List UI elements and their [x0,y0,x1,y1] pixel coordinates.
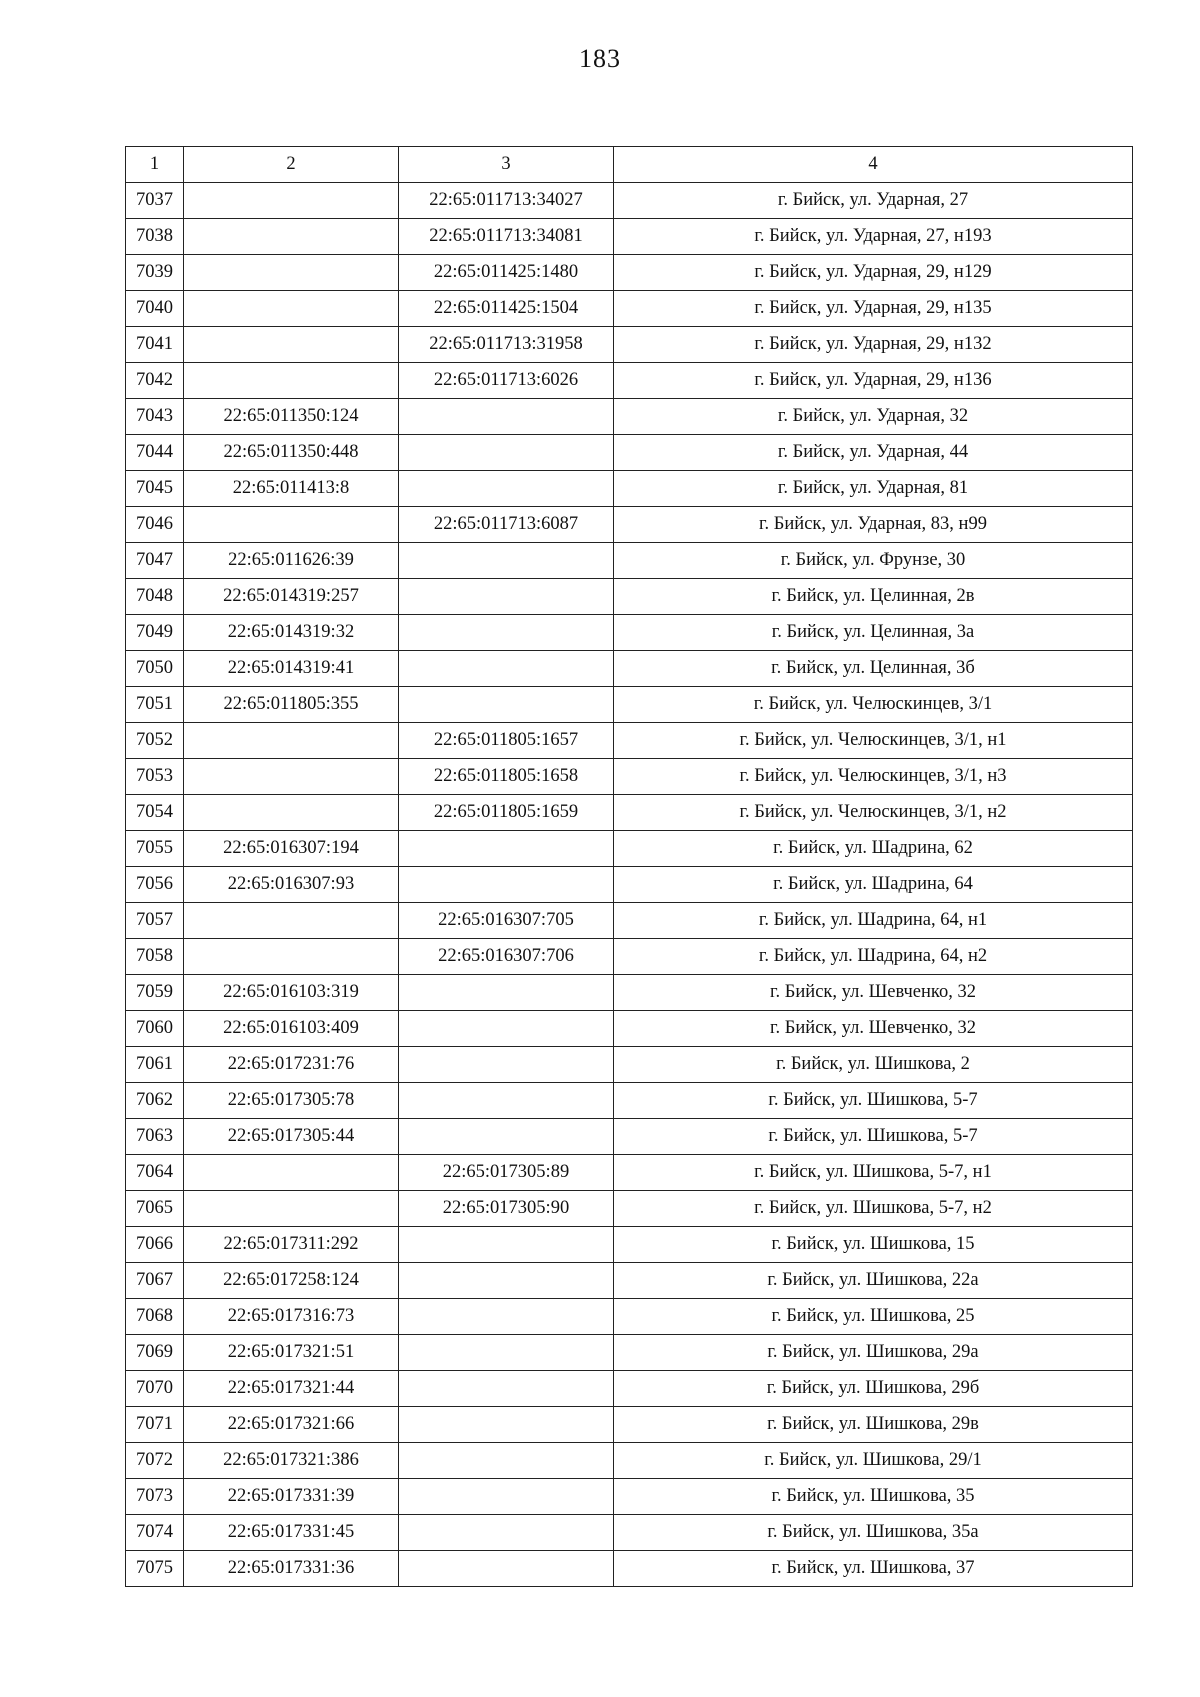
address-cell: г. Бийск, ул. Челюскинцев, 3/1, н1 [614,723,1133,759]
premises-cadastral-number-cell [399,1515,614,1551]
header-col-4: 4 [614,147,1133,183]
table-row [126,795,1133,831]
address-cell: г. Бийск, ул. Ударная, 32 [614,399,1133,435]
cadastral-number-cell [184,327,399,363]
row-number-cell: 7058 [126,939,184,975]
cadastral-number-cell [184,507,399,543]
cadastral-number-cell: 22:65:017305:78 [184,1083,399,1119]
premises-cadastral-number-cell [399,1083,614,1119]
table-row [126,903,1133,939]
table-row [126,291,1133,327]
table-row [126,255,1133,291]
cadastral-number-cell [184,183,399,219]
premises-cadastral-number-cell [399,1479,614,1515]
cadastral-number-cell [184,291,399,327]
cadastral-number-cell: 22:65:016307:194 [184,831,399,867]
premises-cadastral-number-cell [399,543,614,579]
premises-cadastral-number-cell: 22:65:011425:1504 [399,291,614,327]
premises-cadastral-number-cell: 22:65:011805:1657 [399,723,614,759]
premises-cadastral-number-cell [399,1407,614,1443]
table-row [126,1263,1133,1299]
row-number-cell: 7061 [126,1047,184,1083]
cadastral-number-cell [184,1191,399,1227]
row-number-cell: 7041 [126,327,184,363]
premises-cadastral-number-cell: 22:65:016307:706 [399,939,614,975]
address-cell: г. Бийск, ул. Шишкова, 29а [614,1335,1133,1371]
row-number-cell: 7054 [126,795,184,831]
address-cell: г. Бийск, ул. Шадрина, 64 [614,867,1133,903]
premises-cadastral-number-cell [399,1299,614,1335]
table-row [126,435,1133,471]
premises-cadastral-number-cell: 22:65:017305:90 [399,1191,614,1227]
register-table [125,146,1133,1587]
address-cell: г. Бийск, ул. Шадрина, 64, н2 [614,939,1133,975]
address-cell: г. Бийск, ул. Ударная, 29, н135 [614,291,1133,327]
address-cell: г. Бийск, ул. Челюскинцев, 3/1, н2 [614,795,1133,831]
cadastral-number-cell [184,903,399,939]
address-cell: г. Бийск, ул. Ударная, 83, н99 [614,507,1133,543]
table-row [126,579,1133,615]
table-row [126,1191,1133,1227]
cadastral-number-cell: 22:65:017305:44 [184,1119,399,1155]
address-cell: г. Бийск, ул. Челюскинцев, 3/1, н3 [614,759,1133,795]
premises-cadastral-number-cell [399,831,614,867]
table-row [126,1335,1133,1371]
row-number-cell: 7039 [126,255,184,291]
row-number-cell: 7075 [126,1551,184,1587]
cadastral-number-cell: 22:65:014319:257 [184,579,399,615]
premises-cadastral-number-cell [399,651,614,687]
header-col-2: 2 [184,147,399,183]
row-number-cell: 7051 [126,687,184,723]
row-number-cell: 7070 [126,1371,184,1407]
table-row [126,1119,1133,1155]
header-col-3: 3 [399,147,614,183]
address-cell: г. Бийск, ул. Шишкова, 29/1 [614,1443,1133,1479]
row-number-cell: 7044 [126,435,184,471]
premises-cadastral-number-cell [399,399,614,435]
premises-cadastral-number-cell [399,1227,614,1263]
table-row [126,723,1133,759]
row-number-cell: 7065 [126,1191,184,1227]
address-cell: г. Бийск, ул. Шишкова, 5-7 [614,1119,1133,1155]
row-number-cell: 7068 [126,1299,184,1335]
address-cell: г. Бийск, ул. Целинная, 3б [614,651,1133,687]
address-cell: г. Бийск, ул. Шишкова, 29б [614,1371,1133,1407]
row-number-cell: 7071 [126,1407,184,1443]
premises-cadastral-number-cell [399,975,614,1011]
premises-cadastral-number-cell [399,579,614,615]
table-row [126,1011,1133,1047]
premises-cadastral-number-cell: 22:65:011425:1480 [399,255,614,291]
premises-cadastral-number-cell [399,1119,614,1155]
cadastral-number-cell [184,723,399,759]
table-row [126,939,1133,975]
cadastral-number-cell: 22:65:014319:41 [184,651,399,687]
row-number-cell: 7066 [126,1227,184,1263]
cadastral-number-cell [184,795,399,831]
cadastral-number-cell: 22:65:017321:44 [184,1371,399,1407]
cadastral-number-cell: 22:65:017231:76 [184,1047,399,1083]
row-number-cell: 7062 [126,1083,184,1119]
address-cell: г. Бийск, ул. Ударная, 44 [614,435,1133,471]
header-row [126,147,1133,183]
address-cell: г. Бийск, ул. Ударная, 81 [614,471,1133,507]
row-number-cell: 7038 [126,219,184,255]
address-cell: г. Бийск, ул. Шишкова, 35а [614,1515,1133,1551]
address-cell: г. Бийск, ул. Шевченко, 32 [614,1011,1133,1047]
row-number-cell: 7056 [126,867,184,903]
premises-cadastral-number-cell [399,1371,614,1407]
table-row [126,399,1133,435]
premises-cadastral-number-cell [399,687,614,723]
cadastral-number-cell: 22:65:017321:51 [184,1335,399,1371]
row-number-cell: 7042 [126,363,184,399]
table-row [126,543,1133,579]
row-number-cell: 7046 [126,507,184,543]
premises-cadastral-number-cell [399,435,614,471]
address-cell: г. Бийск, ул. Шишкова, 35 [614,1479,1133,1515]
row-number-cell: 7063 [126,1119,184,1155]
row-number-cell: 7048 [126,579,184,615]
table-row [126,219,1133,255]
table-row [126,831,1133,867]
row-number-cell: 7050 [126,651,184,687]
premises-cadastral-number-cell: 22:65:011805:1659 [399,795,614,831]
cadastral-number-cell: 22:65:011805:355 [184,687,399,723]
cadastral-number-cell [184,759,399,795]
address-cell: г. Бийск, ул. Челюскинцев, 3/1 [614,687,1133,723]
premises-cadastral-number-cell [399,471,614,507]
premises-cadastral-number-cell [399,1011,614,1047]
row-number-cell: 7057 [126,903,184,939]
address-cell: г. Бийск, ул. Шишкова, 2 [614,1047,1133,1083]
row-number-cell: 7067 [126,1263,184,1299]
cadastral-number-cell: 22:65:011350:448 [184,435,399,471]
row-number-cell: 7059 [126,975,184,1011]
premises-cadastral-number-cell [399,1443,614,1479]
row-number-cell: 7053 [126,759,184,795]
cadastral-number-cell: 22:65:011350:124 [184,399,399,435]
premises-cadastral-number-cell: 22:65:011713:34027 [399,183,614,219]
table-row [126,1371,1133,1407]
table-row [126,363,1133,399]
header-col-1: 1 [126,147,184,183]
cadastral-number-cell: 22:65:016103:409 [184,1011,399,1047]
table-row [126,1083,1133,1119]
address-cell: г. Бийск, ул. Шишкова, 37 [614,1551,1133,1587]
premises-cadastral-number-cell: 22:65:011713:6026 [399,363,614,399]
address-cell: г. Бийск, ул. Целинная, 2в [614,579,1133,615]
cadastral-number-cell: 22:65:014319:32 [184,615,399,651]
table-row [126,1227,1133,1263]
table-row [126,1551,1133,1587]
address-cell: г. Бийск, ул. Шевченко, 32 [614,975,1133,1011]
row-number-cell: 7055 [126,831,184,867]
row-number-cell: 7060 [126,1011,184,1047]
row-number-cell: 7052 [126,723,184,759]
cadastral-number-cell [184,939,399,975]
page-number: 183 [579,44,621,73]
premises-cadastral-number-cell [399,1263,614,1299]
table-row [126,687,1133,723]
cadastral-number-cell: 22:65:016307:93 [184,867,399,903]
address-cell: г. Бийск, ул. Ударная, 29, н132 [614,327,1133,363]
cadastral-number-cell: 22:65:017331:39 [184,1479,399,1515]
address-cell: г. Бийск, ул. Шишкова, 25 [614,1299,1133,1335]
table-row [126,867,1133,903]
cadastral-number-cell [184,1155,399,1191]
table-row [126,327,1133,363]
table-row [126,975,1133,1011]
row-number-cell: 7049 [126,615,184,651]
cadastral-number-cell: 22:65:017331:36 [184,1551,399,1587]
cadastral-number-cell: 22:65:011413:8 [184,471,399,507]
table-row [126,1515,1133,1551]
table-row [126,615,1133,651]
table-row [126,183,1133,219]
cadastral-number-cell: 22:65:017321:66 [184,1407,399,1443]
row-number-cell: 7045 [126,471,184,507]
table-row [126,507,1133,543]
table-row [126,1479,1133,1515]
row-number-cell: 7069 [126,1335,184,1371]
cadastral-number-cell: 22:65:011626:39 [184,543,399,579]
cadastral-number-cell [184,219,399,255]
premises-cadastral-number-cell: 22:65:011713:6087 [399,507,614,543]
table-row [126,1407,1133,1443]
cadastral-number-cell: 22:65:017258:124 [184,1263,399,1299]
table-row [126,759,1133,795]
premises-cadastral-number-cell: 22:65:011713:34081 [399,219,614,255]
address-cell: г. Бийск, ул. Шишкова, 5-7, н1 [614,1155,1133,1191]
premises-cadastral-number-cell: 22:65:016307:705 [399,903,614,939]
premises-cadastral-number-cell: 22:65:011805:1658 [399,759,614,795]
cadastral-number-cell: 22:65:016103:319 [184,975,399,1011]
row-number-cell: 7047 [126,543,184,579]
address-cell: г. Бийск, ул. Целинная, 3а [614,615,1133,651]
address-cell: г. Бийск, ул. Шишкова, 15 [614,1227,1133,1263]
table-row [126,471,1133,507]
premises-cadastral-number-cell [399,1047,614,1083]
address-cell: г. Бийск, ул. Ударная, 29, н136 [614,363,1133,399]
address-cell: г. Бийск, ул. Фрунзе, 30 [614,543,1133,579]
cadastral-number-cell: 22:65:017311:292 [184,1227,399,1263]
table-header [126,147,1133,183]
address-cell: г. Бийск, ул. Шадрина, 62 [614,831,1133,867]
cadastral-number-cell [184,255,399,291]
address-cell: г. Бийск, ул. Шишкова, 5-7, н2 [614,1191,1133,1227]
address-cell: г. Бийск, ул. Шадрина, 64, н1 [614,903,1133,939]
premises-cadastral-number-cell [399,615,614,651]
address-cell: г. Бийск, ул. Шишкова, 5-7 [614,1083,1133,1119]
row-number-cell: 7040 [126,291,184,327]
table-body [126,183,1133,1587]
premises-cadastral-number-cell [399,867,614,903]
row-number-cell: 7074 [126,1515,184,1551]
table-row [126,1155,1133,1191]
premises-cadastral-number-cell [399,1335,614,1371]
premises-cadastral-number-cell: 22:65:017305:89 [399,1155,614,1191]
table-row [126,651,1133,687]
cadastral-number-cell: 22:65:017321:386 [184,1443,399,1479]
premises-cadastral-number-cell [399,1551,614,1587]
table-row [126,1443,1133,1479]
address-cell: г. Бийск, ул. Ударная, 27, н193 [614,219,1133,255]
table-row [126,1047,1133,1083]
address-cell: г. Бийск, ул. Шишкова, 29в [614,1407,1133,1443]
cadastral-number-cell: 22:65:017331:45 [184,1515,399,1551]
row-number-cell: 7072 [126,1443,184,1479]
cadastral-number-cell: 22:65:017316:73 [184,1299,399,1335]
row-number-cell: 7064 [126,1155,184,1191]
cadastral-number-cell [184,363,399,399]
premises-cadastral-number-cell: 22:65:011713:31958 [399,327,614,363]
address-cell: г. Бийск, ул. Ударная, 29, н129 [614,255,1133,291]
row-number-cell: 7073 [126,1479,184,1515]
address-cell: г. Бийск, ул. Шишкова, 22а [614,1263,1133,1299]
row-number-cell: 7043 [126,399,184,435]
row-number-cell: 7037 [126,183,184,219]
address-cell: г. Бийск, ул. Ударная, 27 [614,183,1133,219]
table-row [126,1299,1133,1335]
